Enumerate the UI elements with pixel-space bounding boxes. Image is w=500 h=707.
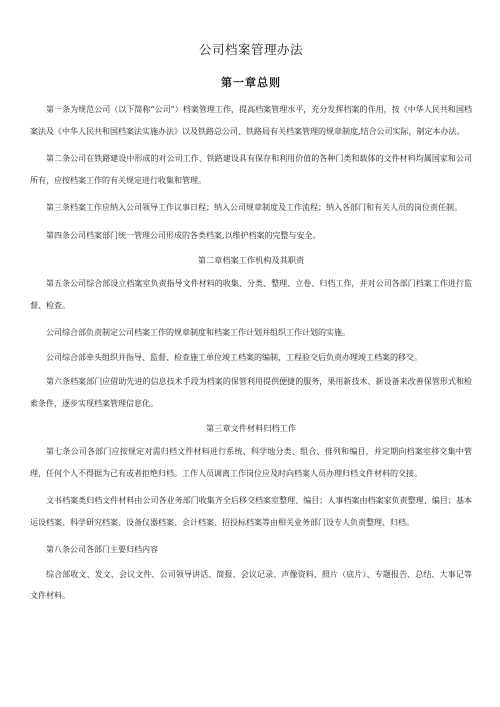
paragraph: 第四条公司档案部门统一管理公司形成的各类档案,以维护档案的完整与安全。 <box>46 230 321 240</box>
chapter-2-heading: 第二章档案工作机构及其职责 <box>197 255 305 265</box>
paragraph: 综合部收文、发文、会议文件、公司领导讲话、简报、会议记录、声像资料、照片（底片）、专题报告、总结、大事记等文件材料。 <box>30 569 472 600</box>
chapter-3-heading: 第三章文件材料归档工作 <box>205 423 297 433</box>
paragraph: 第六条档案部门应借助先进的信息技术手段为档案的保管利用提供便捷的服务，果用新技术、新设备来改善保管形式和检索条件，逐步实现档案管理信息化。 <box>30 377 472 408</box>
paragraph: 公司综合部牵头组织并指导、监督、检查施工单位竣工档案的编制，工程验交后负责办理竣工档案的移交。 <box>46 352 422 362</box>
paragraph: 第七条公司各部门应按规定对需归档文件材料进行系统、科学地分类、组合、排列和编目，并定期向档案室移交集中管理，任何个人不得据为己有或者拒绝归档。工作人员调离工作岗位应及时向档案人员办理归档文件材料的交接。 <box>30 447 472 478</box>
paragraph: 第八条公司各部门主要归档内容 <box>46 545 158 554</box>
document-title: 公司档案管理办法 <box>198 42 303 57</box>
paragraph: 第二条公司在铁路建设中形成的对公司工作、铁路建设具有保存和利用价值的各种门类和载体的文件材料均属国家和公司所有，应按档案工作的有关规定进行收集和管理。 <box>30 154 472 185</box>
paragraph: 第五条公司综合部设立档案室负责指导文件材料的收集、分类、整理、立卷、归档工作，并对公司各部门档案工作进行监督、检查。 <box>30 279 472 310</box>
chapter-1-heading: 第一章总则 <box>221 76 281 89</box>
paragraph: 公司综合部负责制定公司档案工作的规章制度和档案工作计划并组织工作计划的实施。 <box>46 328 350 337</box>
paragraph: 第一条为规范公司（以下简称“公司”）档案管理工作，提高档案管理水平，充分发挥档案的作用，按《中华人民共和国档案法及《中华人民共和国档案法实施办法》以及铁路总公司、铁路局有关档案管理的规章制度,结合公司实际，制定本办法。 <box>30 105 472 136</box>
paragraph: 第三条档案工作应纳入公司领导工作议事日程；纳入公司规章制度及工作流程；纳入各部门和有关人员的岗位责任制。 <box>46 203 462 212</box>
paragraph: 文书档案类归档文件材料由公司各业务部门收集齐全后移交档案室整理、编目；人事档案由档案家负责整理、编目；基本运设档案、科学研究档案、设备仪器档案、会计档案、招投标档案等由相关业务部门设专人负责整理、归档。 <box>30 496 472 527</box>
